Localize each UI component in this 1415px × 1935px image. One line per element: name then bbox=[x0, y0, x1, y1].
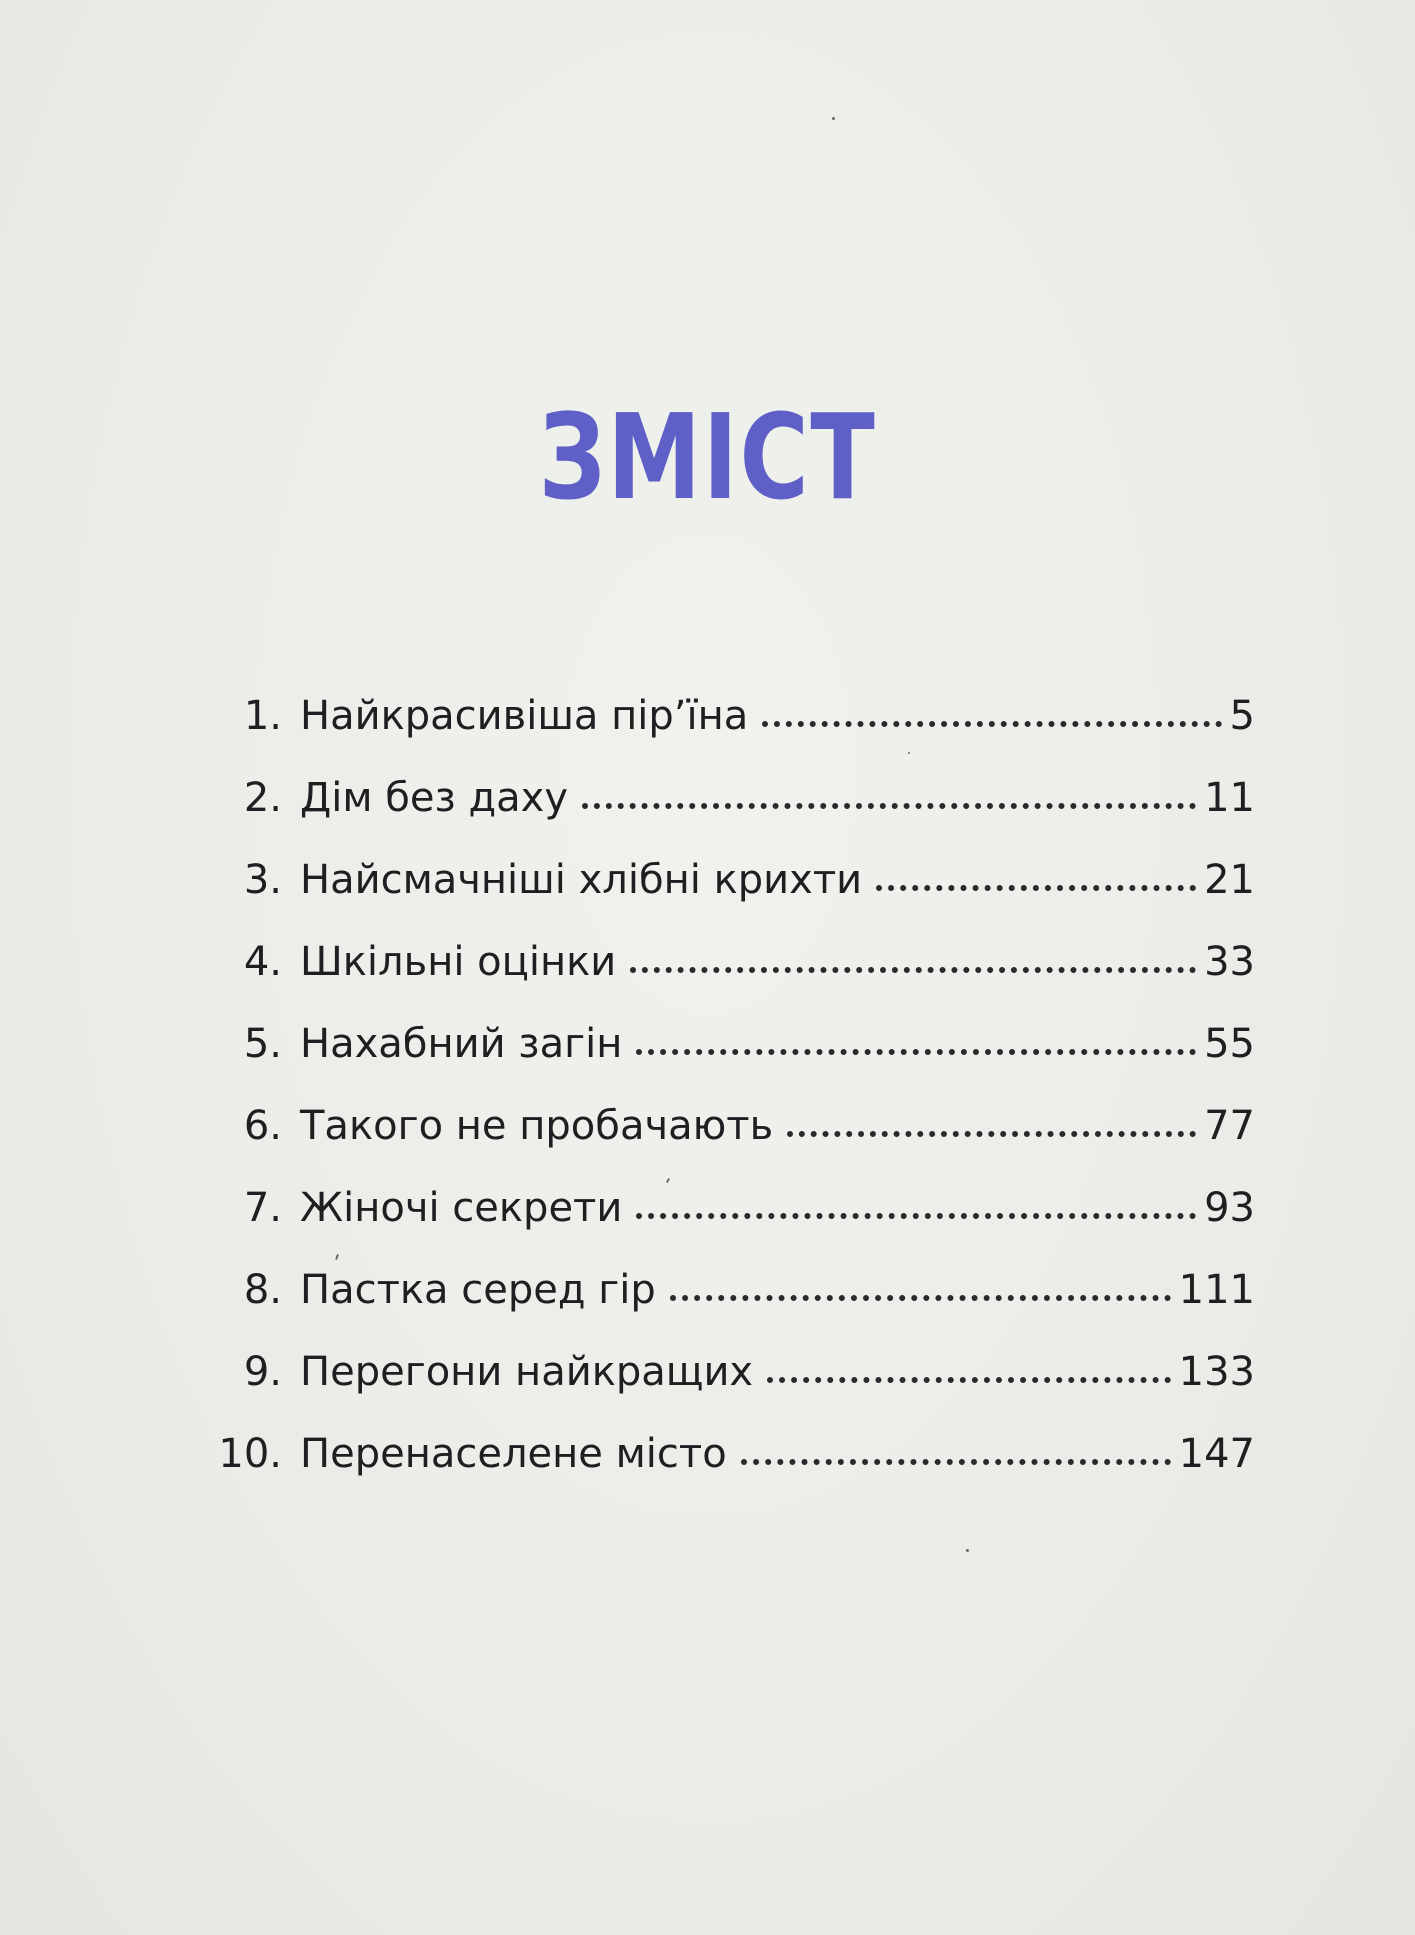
dot-leader bbox=[741, 1459, 1171, 1465]
toc-entry-page: 133 bbox=[1178, 1349, 1255, 1395]
toc-entry bbox=[210, 685, 1255, 767]
toc-entry-number: 1. bbox=[243, 693, 282, 739]
toc-entry bbox=[210, 1259, 1255, 1341]
dot-leader bbox=[787, 1131, 1196, 1137]
toc-entry-page: 33 bbox=[1204, 939, 1255, 985]
toc-entry-page: 21 bbox=[1204, 857, 1255, 903]
dot-leader bbox=[670, 1295, 1171, 1301]
dot-leader bbox=[636, 1213, 1196, 1219]
toc-entry-page: 5 bbox=[1229, 693, 1255, 739]
toc-entry bbox=[210, 1341, 1255, 1423]
toc-entry-page: 93 bbox=[1204, 1185, 1255, 1231]
toc-entry-number: 3. bbox=[243, 857, 282, 903]
toc-entry-title: Такого не пробачають bbox=[300, 1103, 774, 1149]
toc-entry-number: 9. bbox=[243, 1349, 282, 1395]
toc-entry-number: 10. bbox=[218, 1431, 282, 1477]
toc-entry-title: Нахабний загін bbox=[300, 1021, 623, 1067]
toc-entry bbox=[210, 931, 1255, 1013]
toc-entry-title: Найкрасивіша пір’їна bbox=[300, 693, 749, 739]
paper-speck bbox=[908, 752, 910, 754]
toc-entry bbox=[210, 767, 1255, 849]
toc-entry-number: 8. bbox=[243, 1267, 282, 1313]
dot-leader bbox=[582, 803, 1196, 809]
dot-leader bbox=[767, 1377, 1171, 1383]
toc-entry-title: Жіночі секрети bbox=[300, 1185, 623, 1231]
paper-speck bbox=[832, 117, 835, 120]
dot-leader bbox=[636, 1049, 1196, 1055]
toc-entry-title: Пастка серед гір bbox=[300, 1267, 656, 1313]
page-title: ЗМІСТ bbox=[538, 388, 877, 526]
toc-entry-number: 5. bbox=[243, 1021, 282, 1067]
dot-leader bbox=[630, 967, 1196, 973]
toc-entry-number: 6. bbox=[243, 1103, 282, 1149]
toc-entry bbox=[210, 849, 1255, 931]
toc-entry-number: 2. bbox=[243, 775, 282, 821]
toc-entry bbox=[210, 1177, 1255, 1259]
toc-entry-title: Перегони найкращих bbox=[300, 1349, 754, 1395]
toc-entry-title: Найсмачніші хлібні крихти bbox=[300, 857, 863, 903]
toc-entry bbox=[210, 1423, 1255, 1505]
toc-entry bbox=[210, 1095, 1255, 1177]
toc-entry-number: 4. bbox=[243, 939, 282, 985]
toc-entry-page: 55 bbox=[1204, 1021, 1255, 1067]
toc-entry-page: 11 bbox=[1204, 775, 1255, 821]
dot-leader bbox=[876, 885, 1196, 891]
toc-entry-number: 7. bbox=[243, 1185, 282, 1231]
paper-speck bbox=[966, 1549, 969, 1552]
toc-entry-page: 77 bbox=[1204, 1103, 1255, 1149]
toc-entry-title: Перенаселене місто bbox=[300, 1431, 727, 1477]
dot-leader bbox=[762, 721, 1221, 727]
table-of-contents bbox=[210, 685, 1255, 1505]
toc-entry bbox=[210, 1013, 1255, 1095]
toc-entry-page: 111 bbox=[1178, 1267, 1255, 1313]
toc-entry-title: Дім без даху bbox=[300, 775, 569, 821]
toc-entry-title: Шкільні оцінки bbox=[300, 939, 617, 985]
toc-entry-page: 147 bbox=[1178, 1431, 1255, 1477]
